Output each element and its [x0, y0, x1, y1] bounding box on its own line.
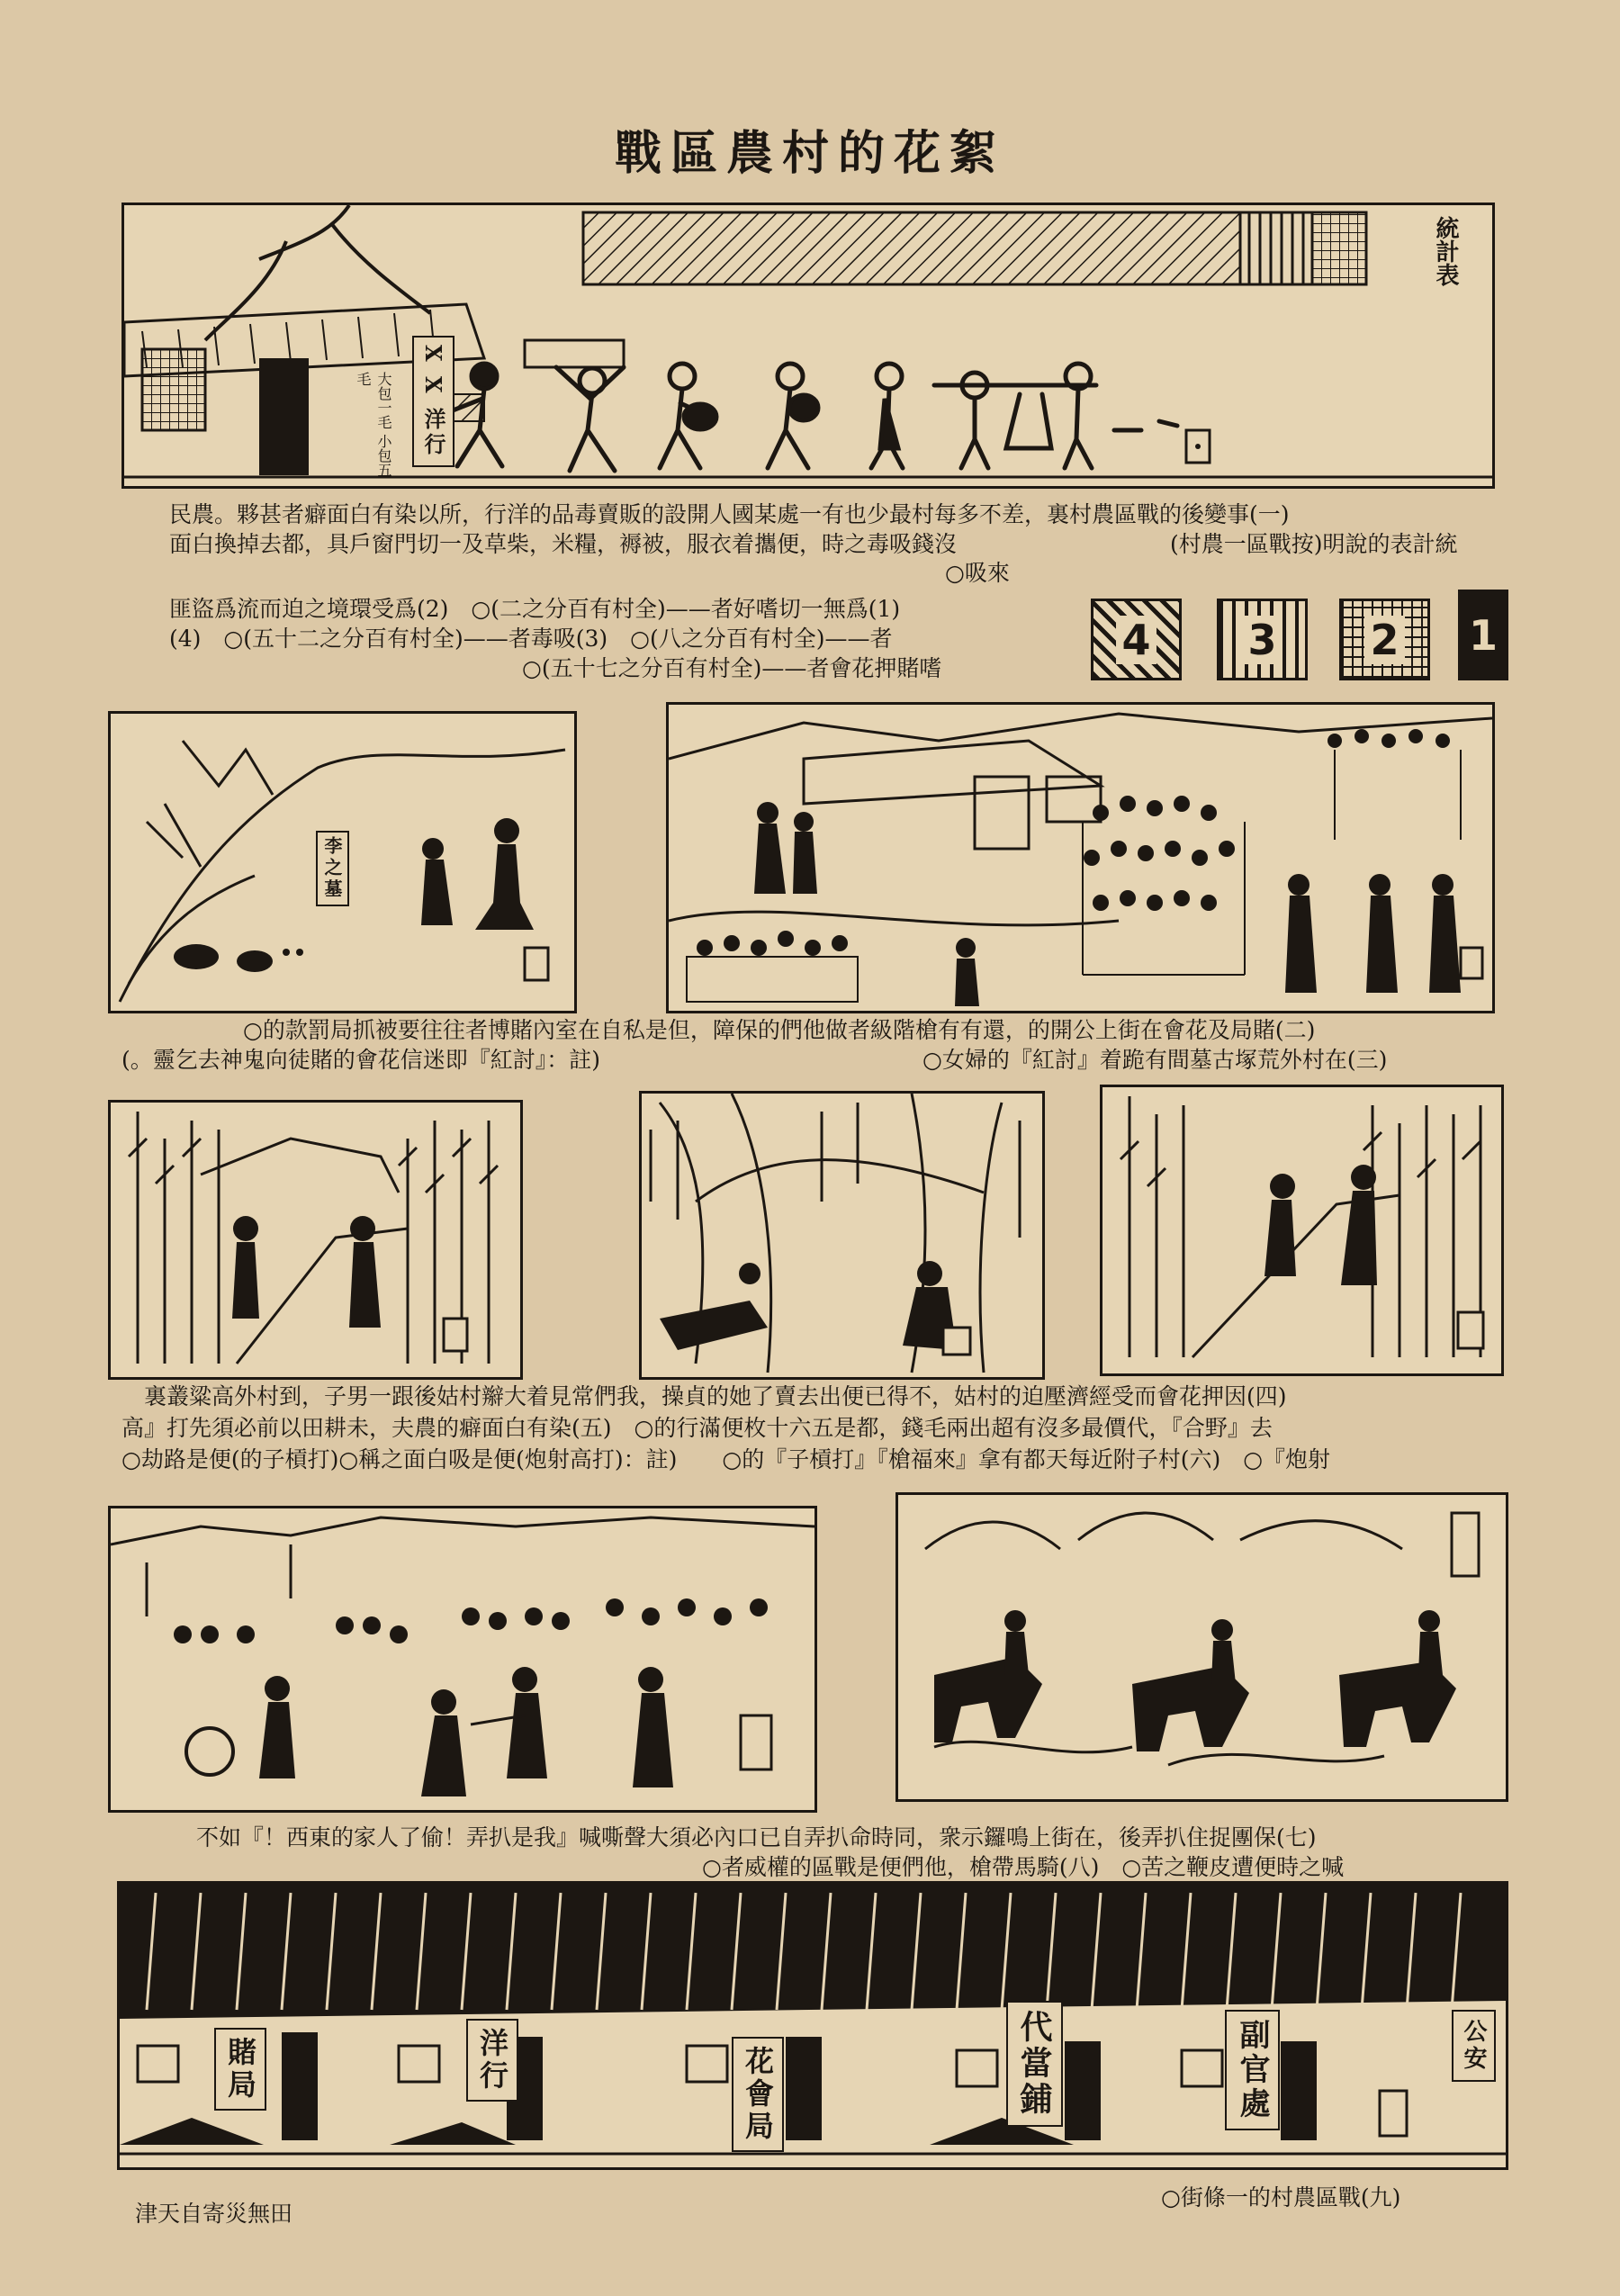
caption-1-line-7: ○(五十七之分百有村全)——者會花押賭嗜 [522, 655, 942, 681]
sign-adjutant-office: 副官處 [1225, 2010, 1280, 2130]
page-title: 戰區農村的花絮 [614, 126, 1005, 181]
caught-thief-illustration [111, 1508, 814, 1810]
village-road-illustration [1102, 1087, 1501, 1373]
legend-box-4: 4 [1091, 599, 1182, 680]
caption-3-line-1: 裏叢粱高外村到，子男一跟後姑村辮大着見常們我，操貞的她了賣去出便已得不，姑村的迫壓濟經受而會花押因(四) [144, 1383, 1287, 1409]
window-text: 大包一毛 小包五毛 [355, 372, 392, 478]
sign-public-security: 公安 [1452, 2010, 1496, 2082]
crowd-illustration [669, 705, 1492, 1011]
legend-box-3: 3 [1217, 599, 1308, 680]
legend-box-1: 1 [1458, 590, 1508, 680]
legend-box-2: 2 [1339, 599, 1430, 680]
caption-3-line-2: 高』打先須必前以田耕未，夫農的癖面白有染(五) ○的行滿便枚十六五是都，錢毛兩出超有沒多最價代，『合野』去 [122, 1415, 1273, 1441]
sign-pawnshop: 代當鋪 [1006, 2001, 1063, 2127]
sign-gambling-house: 賭局 [214, 2028, 266, 2111]
panel-village-street [117, 1881, 1508, 2170]
panel-statistics [122, 203, 1495, 489]
panel-mounted-soldiers [896, 1492, 1508, 1802]
caption-1-line-3: (村農一區戰按)明說的表計統 [1170, 531, 1458, 557]
panel-grave [108, 711, 577, 1013]
statistics-label: 統計表 [1432, 216, 1459, 286]
caption-9: ○街條一的村農區戰(九) [1161, 2184, 1401, 2210]
sign-foreign-firm: 洋行 [466, 2019, 518, 2102]
caption-1-line-4: ○吸來 [945, 560, 1010, 586]
panel-caught-thief [108, 1506, 817, 1813]
caption-4-line-1: 不如『！西東的家人了偷！弄扒是我』喊嘶聲大須必內口已自弄扒命時同，衆示鑼鳴上街在，後弄扒住捉團保(七) [196, 1824, 1317, 1850]
sorghum-field-illustration [111, 1103, 520, 1377]
caption-4-line-2: ○者威權的區戰是便們他，槍帶馬騎(八) ○苦之鞭皮遭便時之喊 [702, 1854, 1345, 1880]
shop-sign: X X 洋行 [412, 336, 454, 467]
panel-sorghum-field [108, 1100, 523, 1380]
willow-robbery-illustration [642, 1094, 1042, 1377]
mounted-soldiers-illustration [898, 1495, 1506, 1799]
caption-2-line-3: ○女婦的『紅討』着跪有間墓古塚荒外村在(三) [922, 1047, 1388, 1073]
statistics-illustration [124, 205, 1492, 486]
grave-marker: 李之墓 [316, 831, 349, 906]
caption-2-line-2: (。靈乞去神鬼向徒賭的會花信迷即『紅討』：註) [122, 1047, 601, 1073]
village-street-illustration [120, 1884, 1506, 2167]
panel-village-road [1100, 1085, 1504, 1376]
caption-1-line-5: 匪盜爲流而迫之境環受爲(2) ○(二之分百有村全)——者好嗜切一無爲(1) [169, 596, 901, 622]
caption-3-line-3: ○劫路是便(的子槓打)○稱之面白吸是便(炮射高打)：註) ○的『子槓打』『槍福來』拿有都天每近附子村(六) ○『炮射 [122, 1446, 1331, 1472]
panel-willow-robbery [639, 1091, 1045, 1380]
sign-flower-club: 花會局 [732, 2037, 784, 2152]
caption-1-line-6: (4) ○(五十二之分百有村全)——者毒吸(3) ○(八之分百有村全)——者 [169, 626, 893, 652]
footer-author: 津天自寄災無田 [135, 2201, 293, 2227]
caption-1-line-2: 面白換掉去都，具戶窗門切一及草柴，米糧，褥被，服衣着攜便，時之毒吸錢沒 [169, 531, 958, 557]
panel-gambling-crowd [666, 702, 1495, 1013]
caption-1-line-1: 民農。夥甚者癖面白有染以所，行洋的品毒賣販的設開人國某處一有也少最村每多不差，裏村農區戰的後變事(一) [169, 501, 1290, 527]
caption-2-line-1: ○的款罰局抓被要往往者博賭內室在自私是但，障保的們他做者級階槍有有還，的開公上街在會花及局賭(二) [243, 1017, 1316, 1043]
